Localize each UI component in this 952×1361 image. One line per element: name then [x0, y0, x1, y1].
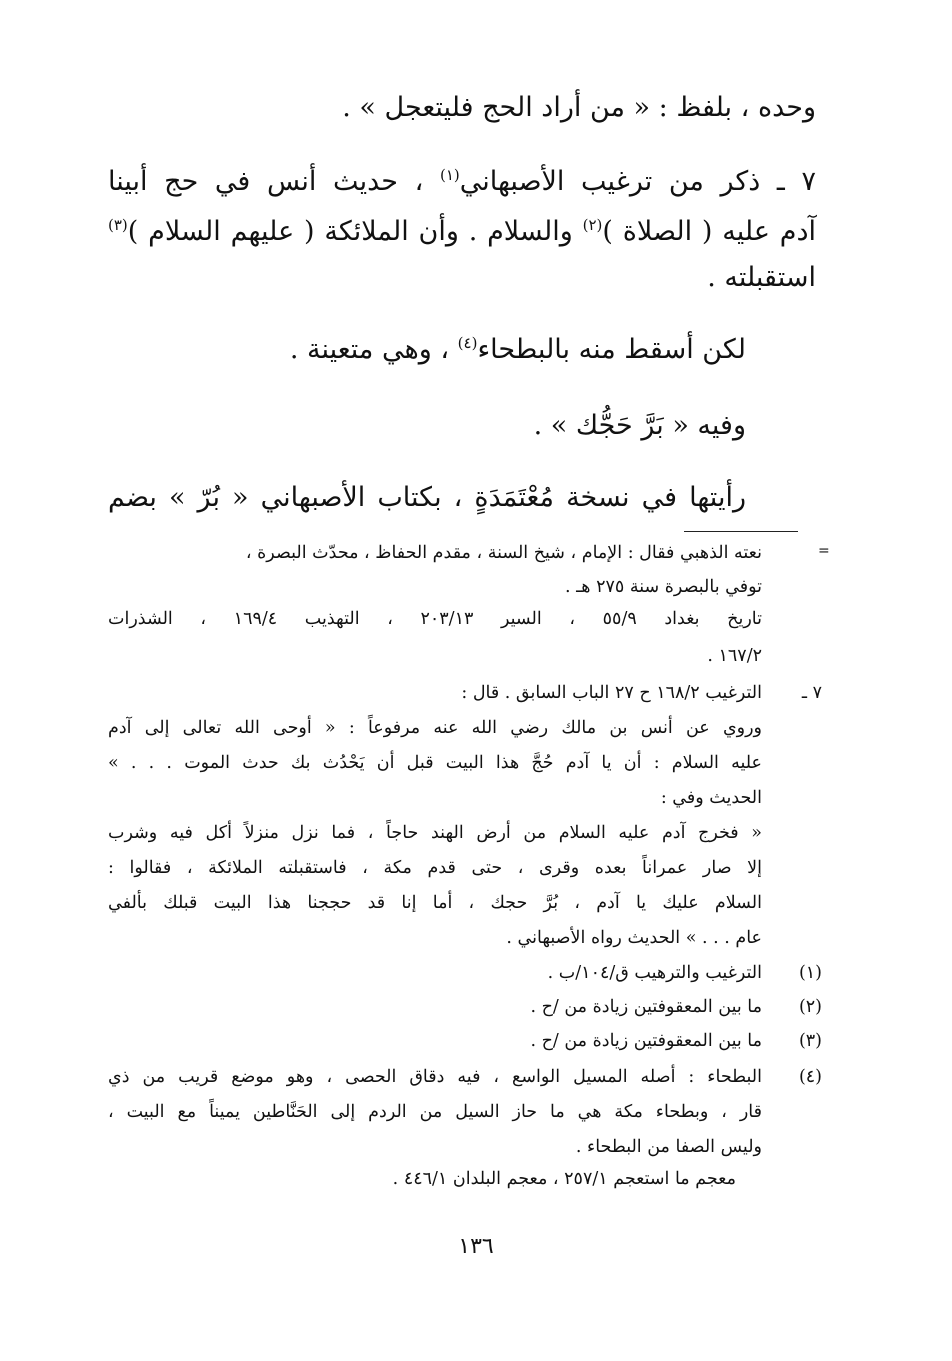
footnote-ref-3: (٣) — [108, 216, 128, 234]
footnote-prev-line-3: تاريخ بغداد ٥٥/٩ ، السير ٢٠٣/١٣ ، التهذيب ١٦٩/٤ ، الشذرات — [108, 609, 762, 629]
paragraph-2-line-3: استقبلته . — [707, 262, 816, 293]
continuation-marker: = — [818, 543, 830, 559]
paragraph-4: وفيه « بَرَّ حَجُّك » . — [533, 410, 746, 441]
footnote-7-line-5: « فخرج آدم عليه السلام من أرض الهند حاجاً ، فما نزل منزلاً أكل فيه وشرب — [108, 823, 762, 843]
footnote-7-line-6: إلا صار عمراناً بعده وقرى ، حتى قدم مكة ، فاستقبلته الملائكة ، فقالوا : — [108, 858, 762, 878]
footnote-4-line-4: معجم ما استعجم ٢٥٧/١ ، معجم البلدان ٤٤٦/١ . — [392, 1169, 736, 1189]
text-fragment: ، وهي متعينة . — [289, 334, 458, 365]
footnote-7-line-1: الترغيب ١٦٨/٢ ح ٢٧ الباب السابق . قال : — [461, 683, 762, 703]
footnote-1-text: الترغيب والترهيب ق/١٠٤/ب . — [547, 963, 762, 983]
footnote-3-text: ما بين المعقوفتين زيادة من /ح . — [530, 1031, 762, 1051]
footnote-7-label: ٧ ـ — [801, 683, 822, 703]
footnote-7-line-3: عليه السلام : أن يا آدم حُجَّ هذا البيت قبل أن يَحْدُث بك حدث الموت . . . » — [108, 753, 762, 773]
footnote-2-text: ما بين المعقوفتين زيادة من /ح . — [530, 997, 762, 1017]
text-fragment: آدم عليه ( الصلاة ) — [602, 216, 816, 247]
paragraph-1: وحده ، بلفظ : « من أراد الحج فليتعجل » . — [342, 92, 816, 123]
footnote-separator — [684, 531, 798, 532]
footnote-ref-1: (١) — [439, 166, 460, 184]
footnote-7-line-8: عام . . . » الحديث رواه الأصبهاني . — [506, 928, 762, 948]
footnote-prev-line-2: توفي بالبصرة سنة ٢٧٥ هـ . — [565, 577, 762, 597]
footnote-2-label: (٢) — [798, 997, 822, 1017]
text-fragment: ، حديث أنس في حج أبينا — [108, 166, 440, 197]
text-fragment: والسلام . وأن الملائكة ( عليهم السلام ) — [127, 216, 583, 247]
paragraph-2-line-2 — [108, 212, 816, 252]
footnote-4-line-3: وليس الصفا من البطحاء . — [575, 1137, 762, 1157]
text-fragment: لكن أسقط منه بالبطحاء — [477, 334, 746, 365]
footnote-4-label: (٤) — [798, 1067, 822, 1087]
footnote-3-label: (٣) — [798, 1031, 822, 1051]
text-fragment: ٧ ـ ذكر من ترغيب الأصبهاني — [459, 166, 816, 197]
footnote-ref-2: (٢) — [582, 216, 603, 234]
paragraph-3 — [108, 330, 746, 370]
paragraph-5: رأيتها في نسخة مُعْتَمَدَةٍ ، بكتاب الأصبهاني « بُرّ » بضم — [108, 482, 746, 513]
footnote-prev-line-4: ١٦٧/٢ . — [707, 646, 762, 666]
footnote-4-line-2: قار ، وبطحاء مكة هي ما حاز السيل من الردم إلى الحَنَّاطين يميناً مع البيت ، — [108, 1102, 762, 1122]
page-number: ١٣٦ — [458, 1234, 494, 1259]
footnote-prev-line-1: نعته الذهبي فقال : الإمام ، شيخ السنة ، مقدم الحفاظ ، محدّث البصرة ، — [245, 543, 762, 563]
footnote-4-line-1: البطحاء : أصله المسيل الواسع ، فيه دقاق الحصى ، وهو موضع قريب من ذي — [108, 1067, 762, 1087]
footnote-ref-4: (٤) — [457, 334, 478, 352]
footnote-7-line-2: وروي عن أنس بن مالك رضي الله عنه مرفوعاً : « أوحى الله تعالى إلى آدم — [108, 718, 762, 738]
footnote-1-label: (١) — [798, 963, 822, 983]
paragraph-2-line-1 — [108, 162, 816, 202]
footnote-7-line-7: السلام عليك يا آدم ، بُرَّ حجك ، أما إنا قد حججنا هذا البيت قبلك بألفي — [108, 893, 762, 913]
footnote-7-line-4: الحديث وفي : — [660, 788, 762, 808]
